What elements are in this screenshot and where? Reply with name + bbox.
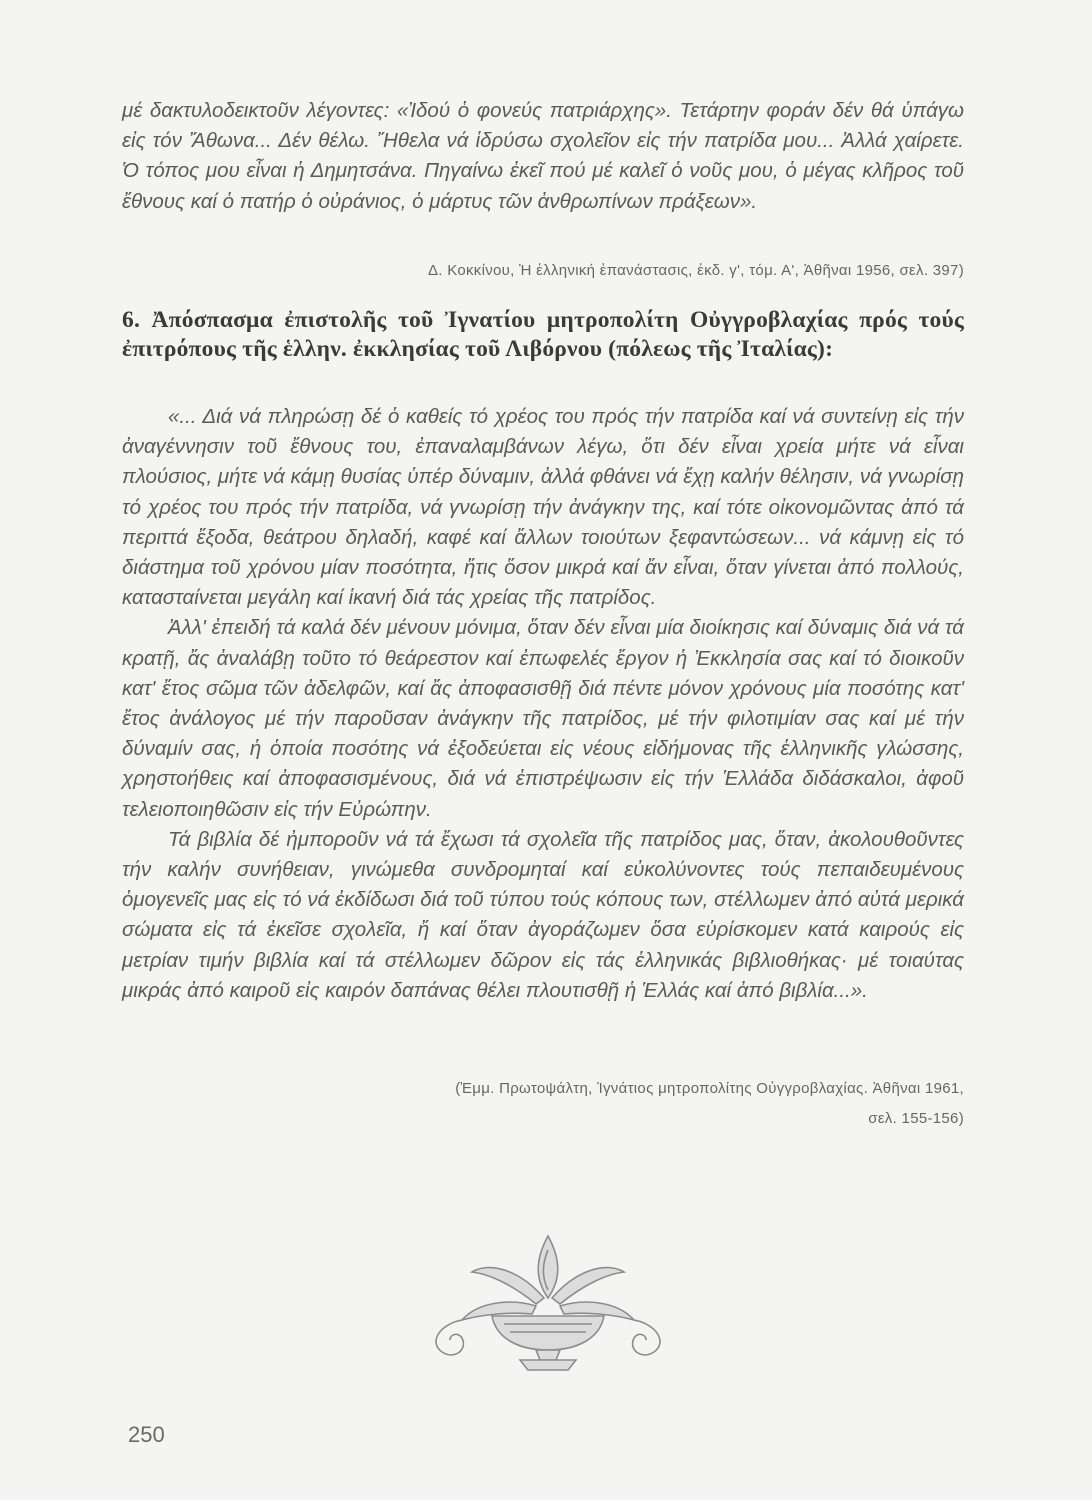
letter-paragraph-3: Τά βιβλία δέ ἠμποροῦν νά τά ἔχωσι τά σχολεῖα τῆς πατρίδος μας, ὅταν, ἀκολουθοῦντες τήν καλήν συνήθειαν, γινώμεθα συνδρομηταί καί εὐκολύνοντες τούς πεπαιδευμένους ὁμογενεῖς μας εἰς τό νά ἐκδίδωσι διά τοῦ τύπου τούς κόπους των, στέλλωμεν ἀπό αὐτά μερικά σώματα εἰς τά ἐκεῖσε σχολεῖα, ἤ καί ὅταν ἀγοράζωμεν ὅσα εὑρίσκομεν κατά καιρούς εἰς μετρίαν τιμήν βιβλία καί τά στέλλωμεν δῶρον εἰς τάς ἑλληνικάς βιβλιοθήκας· μέ τοιαύτας μικράς ἀπό καιροῦ εἰς καιρόν δαπάνας θέλει πλουτισθῇ ἡ Ἑλλάς καί ἀπό βιβλία...». <box>122 827 964 1002</box>
letter-citation-line2: σελ. 155-156) <box>868 1110 964 1127</box>
urn-ornament-icon <box>418 1228 678 1378</box>
letter-body <box>122 402 964 1006</box>
letter-paragraph-1: «... Διά νά πληρώσῃ δέ ὁ καθείς τό χρέος του πρός τήν πατρίδα καί νά συντείνῃ εἰς τήν ἀναγέννησιν τοῦ ἔθνους του, ἐπαναλαμβάνων λέγω, ὅτι δέν εἶναι χρεία μήτε νά εἶναι πλούσιος, μήτε νά κάμῃ θυσίας ὑπέρ δύναμιν, ἀλλά φθάνει νά ἔχῃ καλήν θέλησιν, νά γνωρίσῃ τό χρέος του πρός τήν πατρίδα, νά γνωρίσῃ τήν ἀνάγκην της, καί τότε οἰκονομῶντας ἀπό τά περιττά ἔξοδα, θεάτρου δηλαδή, καφέ καί ἄλλων τοιούτων ξεφαντώσεων... νά κάμνῃ εἰς τό διάστημα τοῦ χρόνου μίαν ποσότητα, ἥτις ὅσον μικρά καί ἄν εἶναι, ὅταν γίνεται ἀπό πολλούς, κατασταίνεται μεγάλη καί ἱκανή διά τάς χρείας τῆς πατρίδος. <box>122 405 964 610</box>
letter-citation-line1: (Ἐμμ. Πρωτοψάλτη, Ἰγνάτιος μητροπολίτης Οὐγγροβλαχίας. Ἀθῆναι 1961, <box>455 1080 964 1097</box>
section-heading: 6. Ἀπόσπασμα ἐπιστολῆς τοῦ Ἰγνατίου μητροπολίτη Οὐγγροβλαχίας πρός τούς ἐπιτρόπους τῆς ἑλλην. ἐκκλησίας τοῦ Λιβόρνου (πόλεως τῆς Ἰταλίας): <box>122 307 964 362</box>
top-quote-text: μέ δακτυλοδεικτοῦν λέγοντες: «Ἰδού ὁ φονεύς πατριάρχης». Τετάρτην φοράν δέν θά ὑπάγω εἰς τόν Ἄθωνα... Δέν θέλω. Ἤθελα νά ἱδρύσω σχολεῖον εἰς τήν πατρίδα μου... Ἀλλά χαίρετε. Ὁ τόπος μου εἶναι ἡ Δημητσάνα. Πηγαίνω ἐκεῖ πού μέ καλεῖ ὁ νοῦς μου, ὁ μέγας κλῆρος τοῦ ἔθνους καί ὁ πατήρ ὁ οὐράνιος, ὁ μάρτυς τῶν ἀνθρωπίνων πράξεων». <box>122 99 964 213</box>
top-quote-citation: Δ. Κοκκίνου, Ἡ ἑλληνική ἐπανάστασις, ἐκδ. γ', τόμ. Α', Ἀθῆναι 1956, σελ. 397) <box>427 262 964 279</box>
page-number: 250 <box>128 1422 165 1447</box>
letter-paragraph-2: Ἀλλ' ἐπειδή τά καλά δέν μένουν μόνιμα, ὅταν δέν εἶναι μία διοίκησις καί δύναμις διά νά τά κρατῇ, ἄς ἀναλάβῃ τοῦτο τό θεάρεστον καί ἐπωφελές ἔργον ἡ Ἐκκλησία σας καί τό διοικοῦν κατ' ἔτος σῶμα τῶν ἀδελφῶν, καί ἄς ἀποφασισθῇ διά πέντε μόνον χρόνους μία ποσότης κατ' ἔτος ἀνάλογος μέ τήν παροῦσαν ἀνάγκην τῆς πατρίδος, μέ τήν φιλοτιμίαν σας καί μέ τήν δύναμίν σας, ἡ ὁποία ποσότης νά ἐξοδεύεται εἰς νέους εἰδήμονας τῆς ἑλληνικῆς γλώσσης, χρηστοήθεις καί ἀποφασισμένους, διά νά ἐπιστρέψωσιν εἰς τήν Ἑλλάδα διδάσκαλοι, ἀφοῦ τελειοποιηθῶσιν εἰς τήν Εὐρώπην. <box>122 616 964 821</box>
